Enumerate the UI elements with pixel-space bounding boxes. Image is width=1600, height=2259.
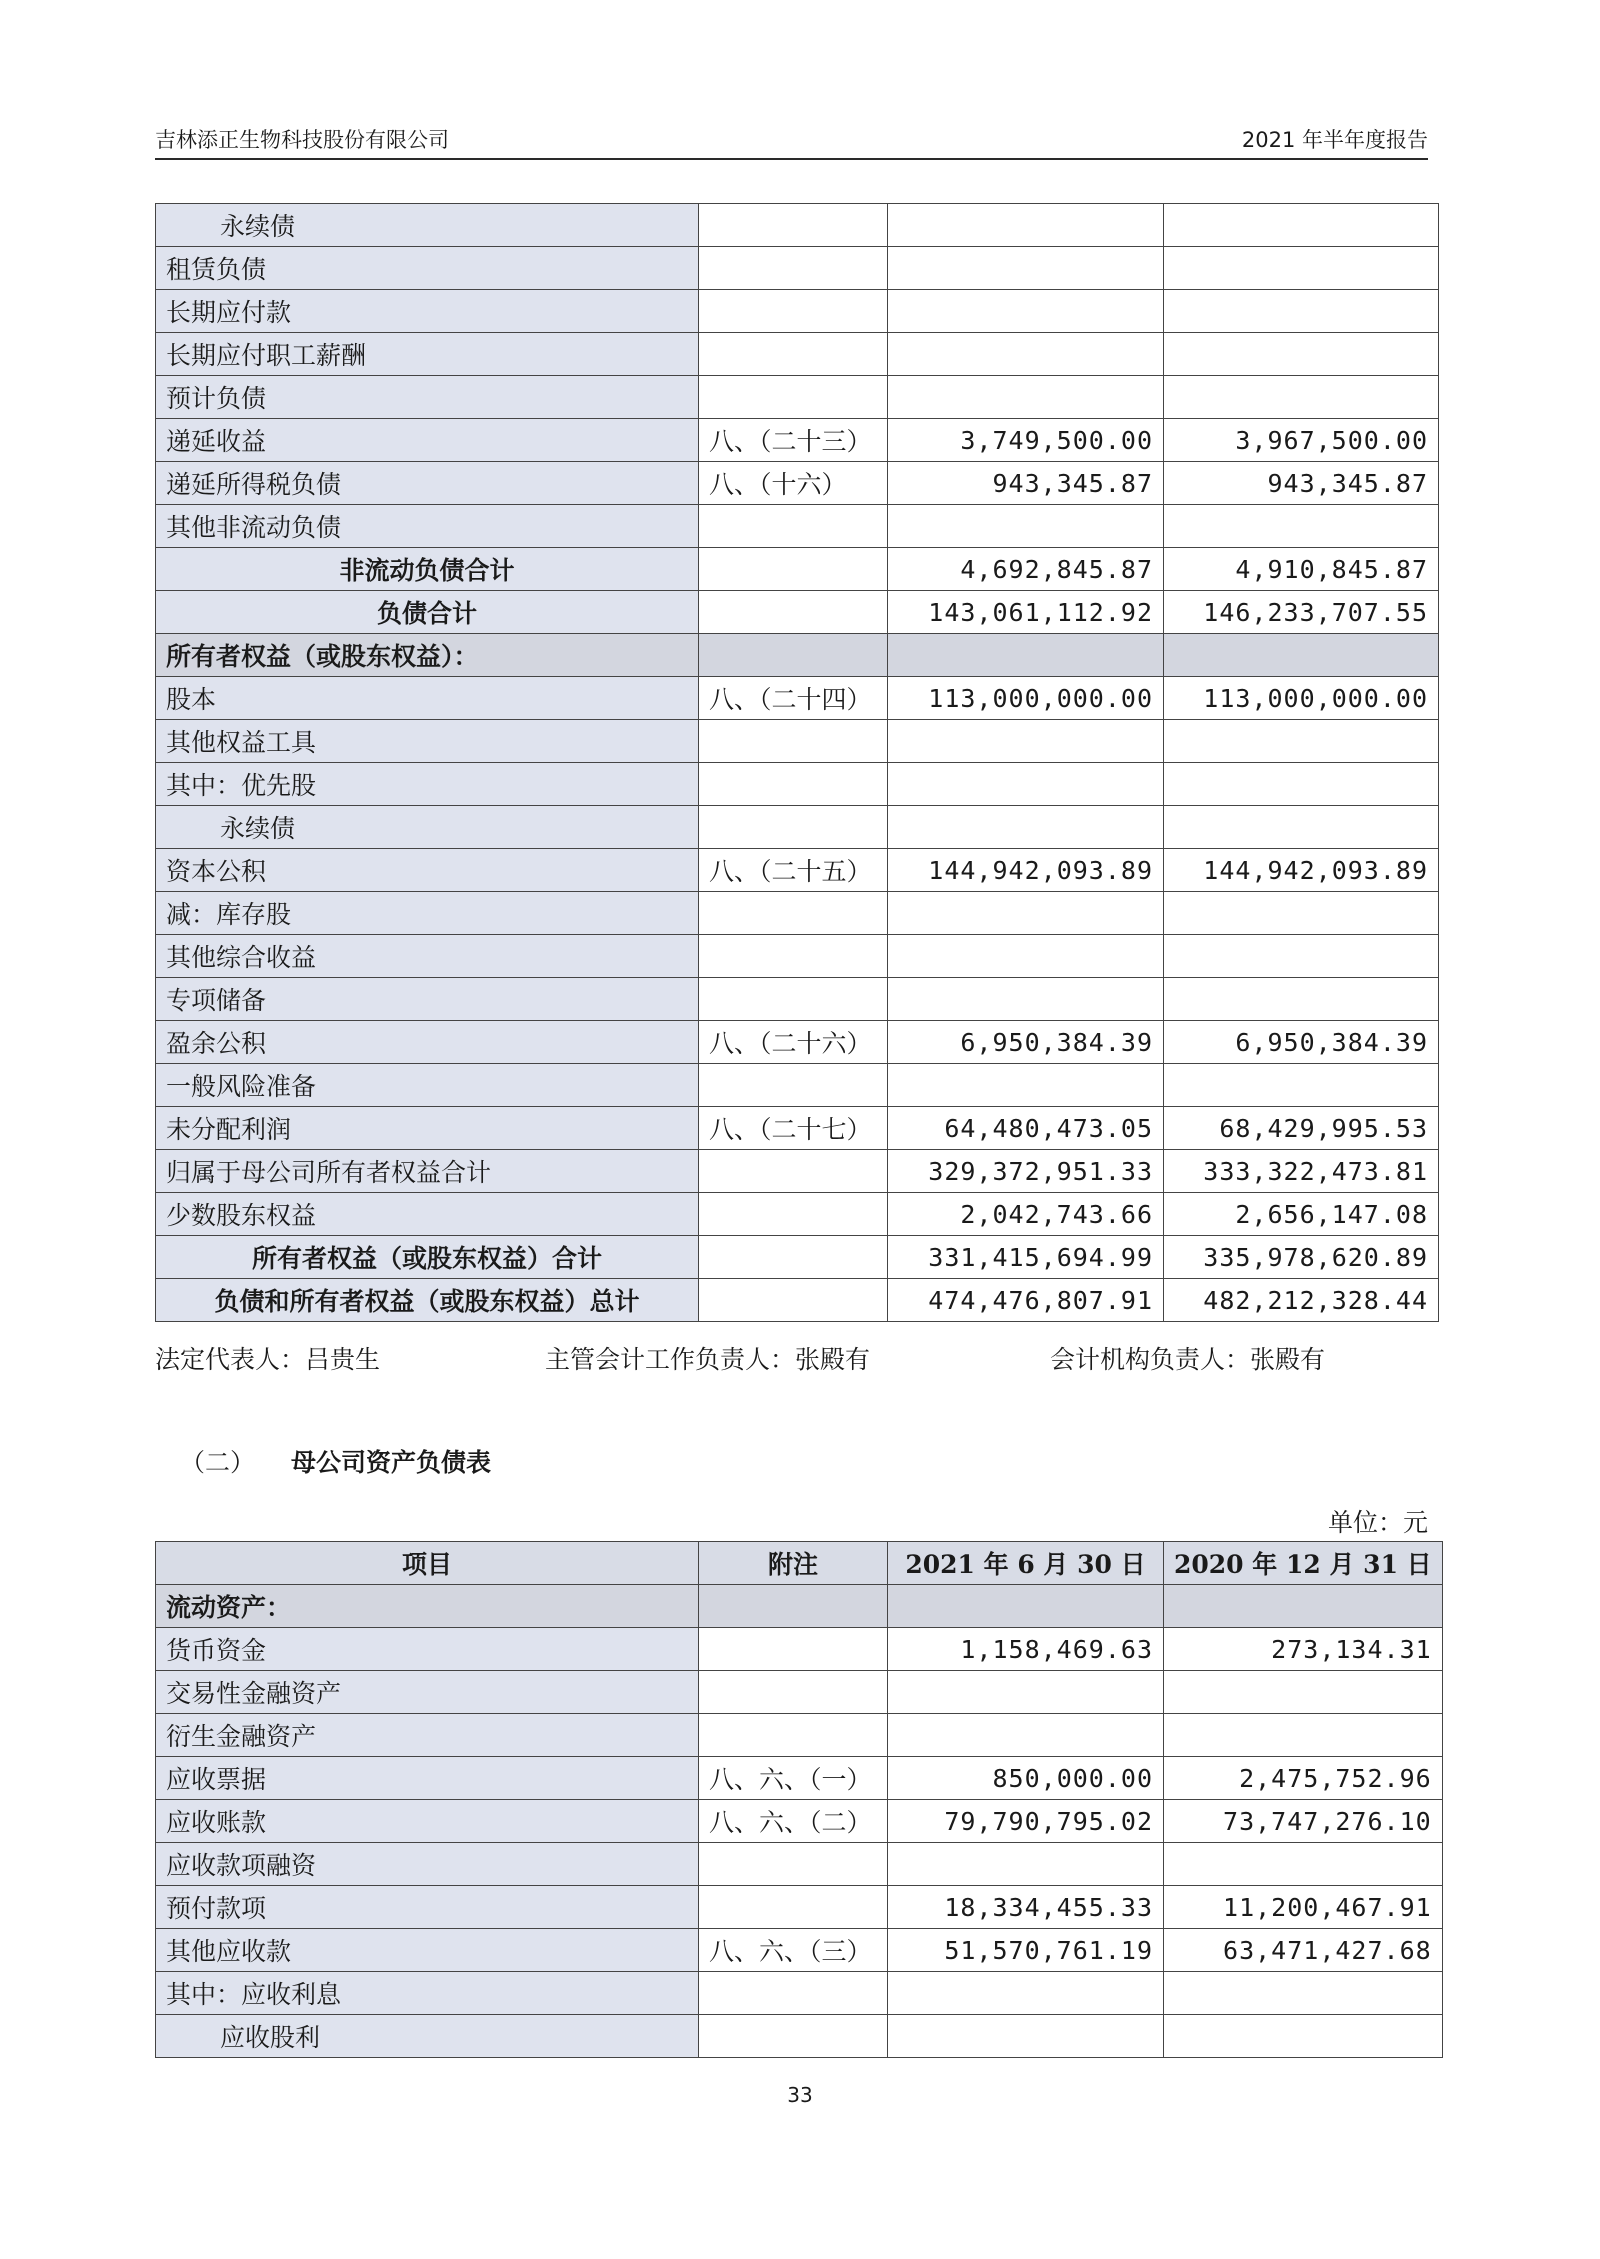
row-value-prior <box>1164 1714 1443 1757</box>
total-row <box>156 1236 1439 1279</box>
table-row <box>156 333 1439 376</box>
row-label: 递延所得税负债 <box>156 462 699 505</box>
row-value-current <box>888 1843 1164 1886</box>
table-row <box>156 720 1439 763</box>
section-title: 母公司资产负债表 <box>291 1448 492 1477</box>
section-number: （二） <box>180 1448 256 1477</box>
table-row <box>156 1757 1443 1800</box>
row-label: 负债合计 <box>156 591 699 634</box>
table-row <box>156 1972 1443 2015</box>
table-row <box>156 1843 1443 1886</box>
table-row <box>156 1021 1439 1064</box>
row-value-current: 113,000,000.00 <box>888 677 1164 720</box>
row-label: 其他非流动负债 <box>156 505 699 548</box>
row-value-prior: 2,475,752.96 <box>1164 1757 1443 1800</box>
row-note <box>699 935 888 978</box>
table-row <box>156 247 1439 290</box>
row-value-current: 331,415,694.99 <box>888 1236 1164 1279</box>
row-value-current: 3,749,500.00 <box>888 419 1164 462</box>
row-value-prior: 2,656,147.08 <box>1164 1193 1439 1236</box>
row-value-prior <box>1164 806 1439 849</box>
consolidated-balance-sheet-table <box>155 203 1439 1322</box>
row-label: 递延收益 <box>156 419 699 462</box>
header-note: 附注 <box>699 1542 888 1585</box>
row-value-prior: 273,134.31 <box>1164 1628 1443 1671</box>
table-row <box>156 1800 1443 1843</box>
table-row <box>156 462 1439 505</box>
row-note: 八、（二十四） <box>699 677 888 720</box>
row-note <box>699 1150 888 1193</box>
row-label: 应收款项融资 <box>156 1843 699 1886</box>
row-value-current <box>888 978 1164 1021</box>
legal-representative: 法定代表人：吕贵生 <box>155 1345 381 1374</box>
table-row <box>156 505 1439 548</box>
row-note <box>699 720 888 763</box>
unit-label: 单位：元 <box>1327 1508 1428 1537</box>
row-value-prior <box>1164 2015 1443 2058</box>
row-label: 一般风险准备 <box>156 1064 699 1107</box>
row-note <box>699 290 888 333</box>
row-note <box>699 892 888 935</box>
row-value-prior <box>1164 935 1439 978</box>
row-value-current <box>888 634 1164 677</box>
section-row <box>156 1585 1443 1628</box>
row-note <box>699 763 888 806</box>
row-note <box>699 806 888 849</box>
row-value-current: 943,345.87 <box>888 462 1164 505</box>
table-row <box>156 1714 1443 1757</box>
row-value-current: 18,334,455.33 <box>888 1886 1164 1929</box>
row-value-prior <box>1164 204 1439 247</box>
row-value-current <box>888 204 1164 247</box>
table-row <box>156 806 1439 849</box>
table-row <box>156 1150 1439 1193</box>
table-row <box>156 763 1439 806</box>
row-label: 预计负债 <box>156 376 699 419</box>
total-row <box>156 1279 1439 1322</box>
row-note <box>699 1236 888 1279</box>
row-note <box>699 247 888 290</box>
row-value-current <box>888 763 1164 806</box>
row-value-current <box>888 720 1164 763</box>
row-label: 归属于母公司所有者权益合计 <box>156 1150 699 1193</box>
row-value-current <box>888 376 1164 419</box>
row-value-current <box>888 505 1164 548</box>
table-row <box>156 1628 1443 1671</box>
header-current-period: 2021 年 6 月 30 日 <box>888 1542 1164 1585</box>
row-note: 八、六、（三） <box>699 1929 888 1972</box>
row-value-current <box>888 1972 1164 2015</box>
row-note <box>699 204 888 247</box>
row-label: 其中：优先股 <box>156 763 699 806</box>
row-note: 八、（二十三） <box>699 419 888 462</box>
row-value-prior: 6,950,384.39 <box>1164 1021 1439 1064</box>
accounting-head: 主管会计工作负责人：张殿有 <box>545 1345 871 1374</box>
table-row <box>156 2015 1443 2058</box>
row-label: 流动资产： <box>156 1585 699 1628</box>
row-value-prior: 943,345.87 <box>1164 462 1439 505</box>
row-value-current: 1,158,469.63 <box>888 1628 1164 1671</box>
page-header <box>155 118 1428 160</box>
row-value-current: 2,042,743.66 <box>888 1193 1164 1236</box>
table-row <box>156 1193 1439 1236</box>
row-label: 其他应收款 <box>156 1929 699 1972</box>
row-value-prior: 146,233,707.55 <box>1164 591 1439 634</box>
row-label: 资本公积 <box>156 849 699 892</box>
row-note <box>699 1671 888 1714</box>
table-row <box>156 419 1439 462</box>
parent-balance-sheet-table <box>155 1541 1443 2058</box>
row-note: 八、（十六） <box>699 462 888 505</box>
row-label: 衍生金融资产 <box>156 1714 699 1757</box>
table-row <box>156 892 1439 935</box>
row-value-current <box>888 1585 1164 1628</box>
header-prior-period: 2020 年 12 月 31 日 <box>1164 1542 1443 1585</box>
row-value-current: 4,692,845.87 <box>888 548 1164 591</box>
row-value-current: 6,950,384.39 <box>888 1021 1164 1064</box>
row-label: 永续债 <box>156 204 699 247</box>
row-label: 货币资金 <box>156 1628 699 1671</box>
row-label: 少数股东权益 <box>156 1193 699 1236</box>
row-label: 所有者权益（或股东权益）： <box>156 634 699 677</box>
row-value-current <box>888 247 1164 290</box>
row-note <box>699 591 888 634</box>
row-value-prior <box>1164 1064 1439 1107</box>
row-value-current <box>888 1064 1164 1107</box>
row-value-prior <box>1164 892 1439 935</box>
row-value-prior: 63,471,427.68 <box>1164 1929 1443 1972</box>
row-value-prior <box>1164 247 1439 290</box>
row-note <box>699 1714 888 1757</box>
table-row <box>156 1886 1443 1929</box>
row-label: 其中：应收利息 <box>156 1972 699 2015</box>
row-label: 应收账款 <box>156 1800 699 1843</box>
row-value-prior <box>1164 1972 1443 2015</box>
row-note <box>699 1064 888 1107</box>
row-value-prior <box>1164 333 1439 376</box>
row-value-prior <box>1164 978 1439 1021</box>
row-label: 应收票据 <box>156 1757 699 1800</box>
row-note: 八、六、（一） <box>699 1757 888 1800</box>
table-row <box>156 376 1439 419</box>
row-label: 交易性金融资产 <box>156 1671 699 1714</box>
row-note <box>699 2015 888 2058</box>
row-value-current: 850,000.00 <box>888 1757 1164 1800</box>
table-row <box>156 1064 1439 1107</box>
row-value-prior: 4,910,845.87 <box>1164 548 1439 591</box>
row-value-prior: 68,429,995.53 <box>1164 1107 1439 1150</box>
row-value-current: 143,061,112.92 <box>888 591 1164 634</box>
row-note <box>699 1628 888 1671</box>
section-row <box>156 634 1439 677</box>
row-label: 长期应付款 <box>156 290 699 333</box>
table-row <box>156 1929 1443 1972</box>
row-value-current <box>888 333 1164 376</box>
row-note <box>699 978 888 1021</box>
row-note <box>699 1279 888 1322</box>
total-row <box>156 591 1439 634</box>
row-label: 预付款项 <box>156 1886 699 1929</box>
row-value-prior: 73,747,276.10 <box>1164 1800 1443 1843</box>
row-note: 八、（二十七） <box>699 1107 888 1150</box>
row-value-prior: 482,212,328.44 <box>1164 1279 1439 1322</box>
row-label: 其他综合收益 <box>156 935 699 978</box>
row-value-prior: 11,200,467.91 <box>1164 1886 1443 1929</box>
accounting-org-head: 会计机构负责人：张殿有 <box>1050 1345 1326 1374</box>
row-value-prior <box>1164 763 1439 806</box>
row-value-current <box>888 2015 1164 2058</box>
row-label: 应收股利 <box>156 2015 699 2058</box>
row-label: 负债和所有者权益（或股东权益）总计 <box>156 1279 699 1322</box>
row-label: 减：库存股 <box>156 892 699 935</box>
row-value-current <box>888 806 1164 849</box>
row-value-current: 79,790,795.02 <box>888 1800 1164 1843</box>
row-note: 八、六、（二） <box>699 1800 888 1843</box>
table-row <box>156 204 1439 247</box>
total-row <box>156 548 1439 591</box>
row-note <box>699 1843 888 1886</box>
table-row <box>156 1107 1439 1150</box>
row-value-prior <box>1164 290 1439 333</box>
table-row <box>156 849 1439 892</box>
row-value-prior <box>1164 376 1439 419</box>
row-value-prior: 335,978,620.89 <box>1164 1236 1439 1279</box>
company-name: 吉林添正生物科技股份有限公司 <box>155 128 449 152</box>
table-header-row <box>156 1542 1443 1585</box>
header-item: 项目 <box>156 1542 699 1585</box>
table-row <box>156 677 1439 720</box>
row-value-current: 329,372,951.33 <box>888 1150 1164 1193</box>
table-row <box>156 978 1439 1021</box>
row-note <box>699 1886 888 1929</box>
row-value-prior: 144,942,093.89 <box>1164 849 1439 892</box>
row-note <box>699 1972 888 2015</box>
table-row <box>156 290 1439 333</box>
row-note <box>699 376 888 419</box>
row-note <box>699 548 888 591</box>
row-value-current <box>888 1671 1164 1714</box>
row-value-prior <box>1164 1671 1443 1714</box>
row-value-prior: 113,000,000.00 <box>1164 677 1439 720</box>
row-value-current <box>888 935 1164 978</box>
row-value-prior: 333,322,473.81 <box>1164 1150 1439 1193</box>
table-row <box>156 935 1439 978</box>
row-value-current <box>888 290 1164 333</box>
row-value-current: 144,942,093.89 <box>888 849 1164 892</box>
report-title: 2021 年半年度报告 <box>1241 128 1428 152</box>
row-note <box>699 333 888 376</box>
row-value-current: 64,480,473.05 <box>888 1107 1164 1150</box>
row-note: 八、（二十五） <box>699 849 888 892</box>
row-label: 所有者权益（或股东权益）合计 <box>156 1236 699 1279</box>
row-note: 八、（二十六） <box>699 1021 888 1064</box>
row-label: 租赁负债 <box>156 247 699 290</box>
row-note <box>699 1193 888 1236</box>
row-label: 专项储备 <box>156 978 699 1021</box>
row-label: 非流动负债合计 <box>156 548 699 591</box>
row-value-current: 51,570,761.19 <box>888 1929 1164 1972</box>
table-row <box>156 1671 1443 1714</box>
row-value-prior <box>1164 1585 1443 1628</box>
row-label: 未分配利润 <box>156 1107 699 1150</box>
section-heading <box>180 1443 491 1479</box>
row-label: 股本 <box>156 677 699 720</box>
row-label: 盈余公积 <box>156 1021 699 1064</box>
row-label: 长期应付职工薪酬 <box>156 333 699 376</box>
page-number: 33 <box>787 2083 813 2107</box>
row-value-current <box>888 892 1164 935</box>
row-value-prior <box>1164 505 1439 548</box>
row-note <box>699 505 888 548</box>
row-value-prior <box>1164 634 1439 677</box>
row-value-current <box>888 1714 1164 1757</box>
row-value-prior: 3,967,500.00 <box>1164 419 1439 462</box>
row-value-current: 474,476,807.91 <box>888 1279 1164 1322</box>
row-value-prior <box>1164 720 1439 763</box>
row-label: 其他权益工具 <box>156 720 699 763</box>
row-label: 永续债 <box>156 806 699 849</box>
row-note <box>699 1585 888 1628</box>
row-note <box>699 634 888 677</box>
row-value-prior <box>1164 1843 1443 1886</box>
